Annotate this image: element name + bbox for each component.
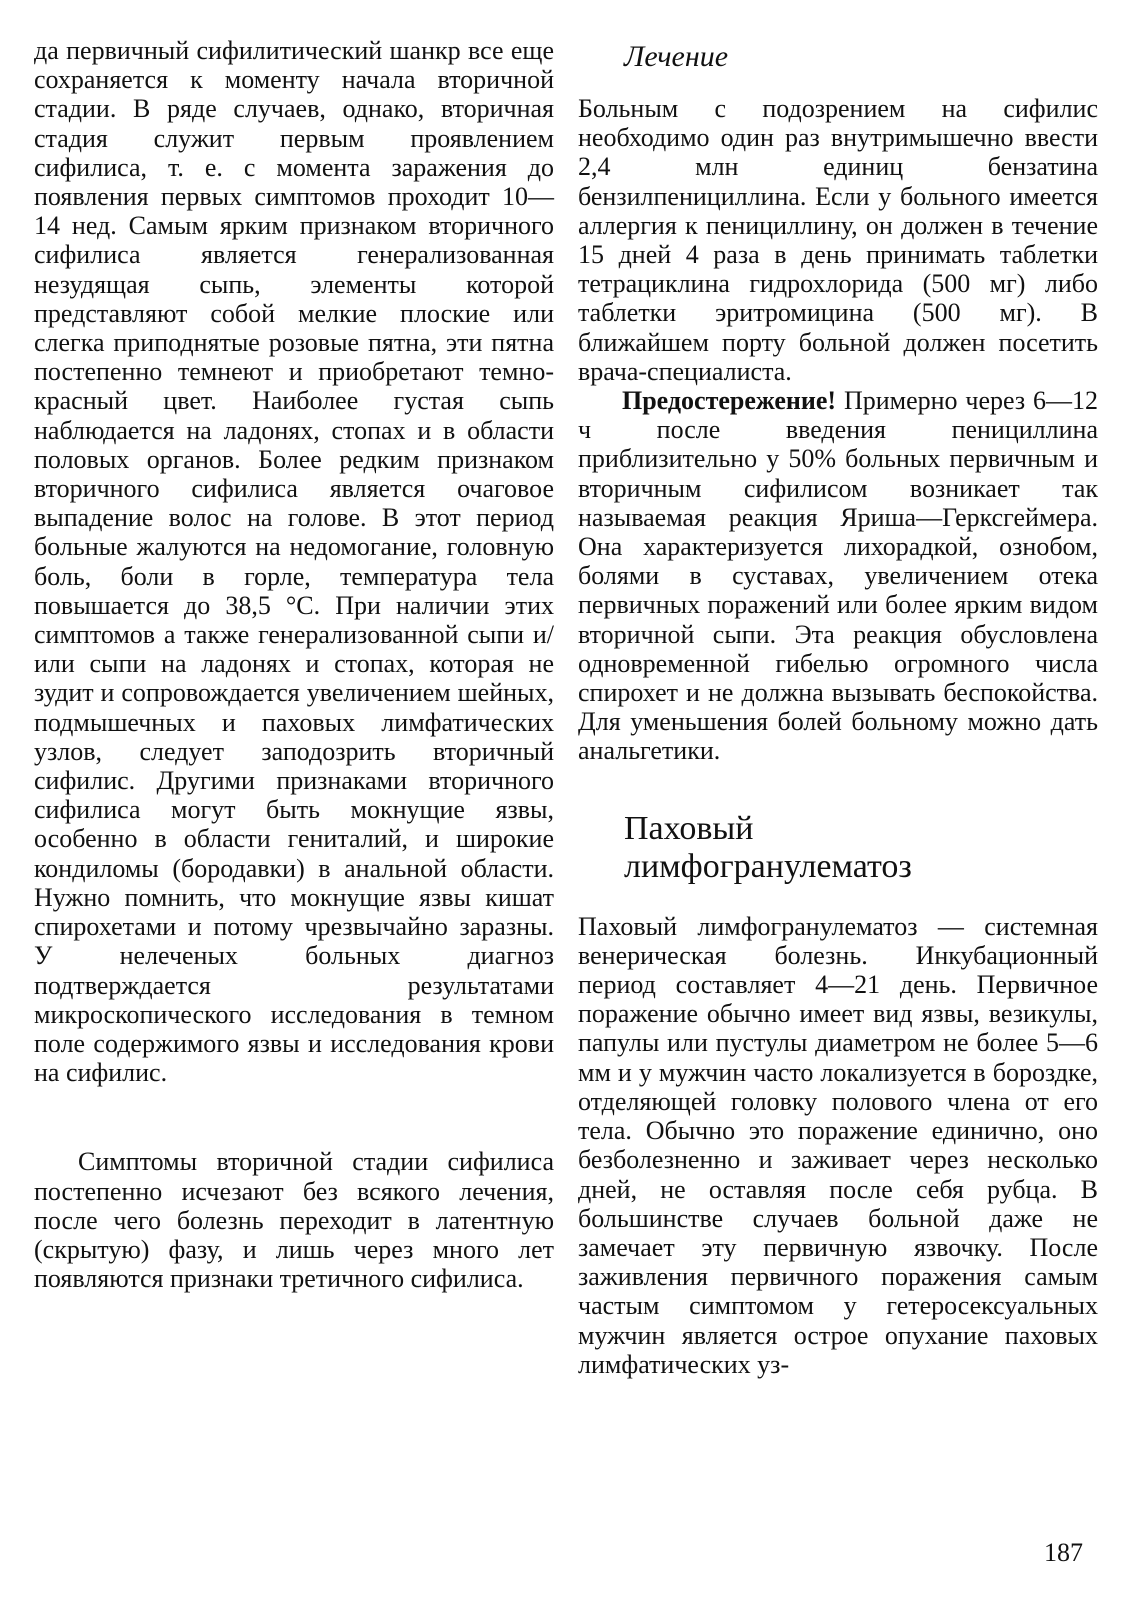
warning-label: Предостережение! (622, 386, 837, 416)
right-paragraph-1: Больным с подозрением на сифилис необходимо один раз внутримышечно ввести 2,4 млн единиц бензатина бензилпенициллина. Если у больного имеется аллергия к пенициллину, он должен в течение 15 дней 4 раза в день принимать таблетки тетрациклина гидрохлорида (500 мг) либо таблетки эритромицина (500 мг). В ближайшем порту больной должен посетить врача-специалиста. (578, 94, 1098, 386)
section-title-line-1: Паховый (624, 809, 754, 847)
left-paragraph-1: да первичный сифилитический шанкр все еще сохраняется к моменту начала вторичной стадии. В ряде случаев, однако, вторичная стадия служит первым проявлением сифилиса, т. е. с момента заражения до появления первых симптомов проходит 10—14 нед. Самым ярким признаком вторичного сифилиса является генерализованная незудящая сыпь, элементы которой представляют собой мелкие плоские или слегка приподнятые розовые пятна, эти пятна постепенно темнеют и приобретают темно-красный цвет. Наиболее густая сыпь наблюдается на ладонях, стопах и в области половых органов. Более редким признаком вторичного сифилиса является очаговое выпадение волос на голове. В этот период больные жалуются на недомогание, головную боль, боли в горле, температура тела повышается до 38,5 °С. При наличии этих симптомов а также генерализованной сыпи и/или сыпи на ладонях и стопах, которая не зудит и сопровождается увеличением шейных, подмышечных и паховых лимфатических узлов, следует заподозрить вторичный сифилис. Другими признаками вторичного сифилиса могут быть мокнущие язвы, особенно в области гениталий, и широкие кондиломы (бородавки) в анальной области. Нужно помнить, что мокнущие язвы кишат спирохетами и потому чрезвычайно заразны. У нелеченых больных диагноз подтверждается результатами микроскопического исследования в темном поле содержимого язвы и исследования крови на сифилис. (34, 36, 554, 1088)
warning-text: Примерно через 6—12 ч после введения пенициллина приблизительно у 50% больных первичным и вторичным сифилисом возникает так называемая реакция Яриша—Герксгеймера. Она характеризуется лихорадкой, ознобом, болями в суставах, увеличением отека первичных поражений или более ярким видом вторичной сыпи. Эта реакция обусловлена одновременной гибелью огромного числа спирохет и не должна вызывать беспокойства. Для уменьшения болей больному можно дать анальгетики. (578, 386, 1098, 766)
page-number: 187 (1044, 1538, 1083, 1567)
right-paragraph-3: Паховый лимфогранулематоз — системная венерическая болезнь. Инкубационный период составляет 4—21 день. Первичное поражение обычно имеет вид язвы, везикулы, папулы или пустулы диаметром не более 5—6 мм и у мужчин часто локализуется в бороздке, отделяющей головку полового члена от его тела. Обычно это поражение единично, оно безболезненно и заживает через несколько дней, не оставляя после себя рубца. В большинстве случаев больной даже не замечает эту первичную язвочку. После заживления первичного поражения самым частым симптомом у гетеросексуальных мужчин является острое опухание паховых лимфатических уз- (578, 911, 1098, 1379)
left-paragraph-2: Симптомы вторичной стадии сифилиса постепенно исчезают без всякого лечения, после чего болезнь переходит в латентную (скрытую) фазу, и лишь через много лет появляются признаки третичного сифилиса. (34, 1147, 554, 1294)
section-title (624, 810, 1098, 886)
left-column (34, 36, 554, 1293)
right-column (578, 36, 1098, 1379)
right-paragraph-warning (578, 386, 1098, 766)
section-title-line-2: лимфогранулематоз (624, 847, 912, 885)
subheading-treatment: Лечение (624, 40, 729, 73)
